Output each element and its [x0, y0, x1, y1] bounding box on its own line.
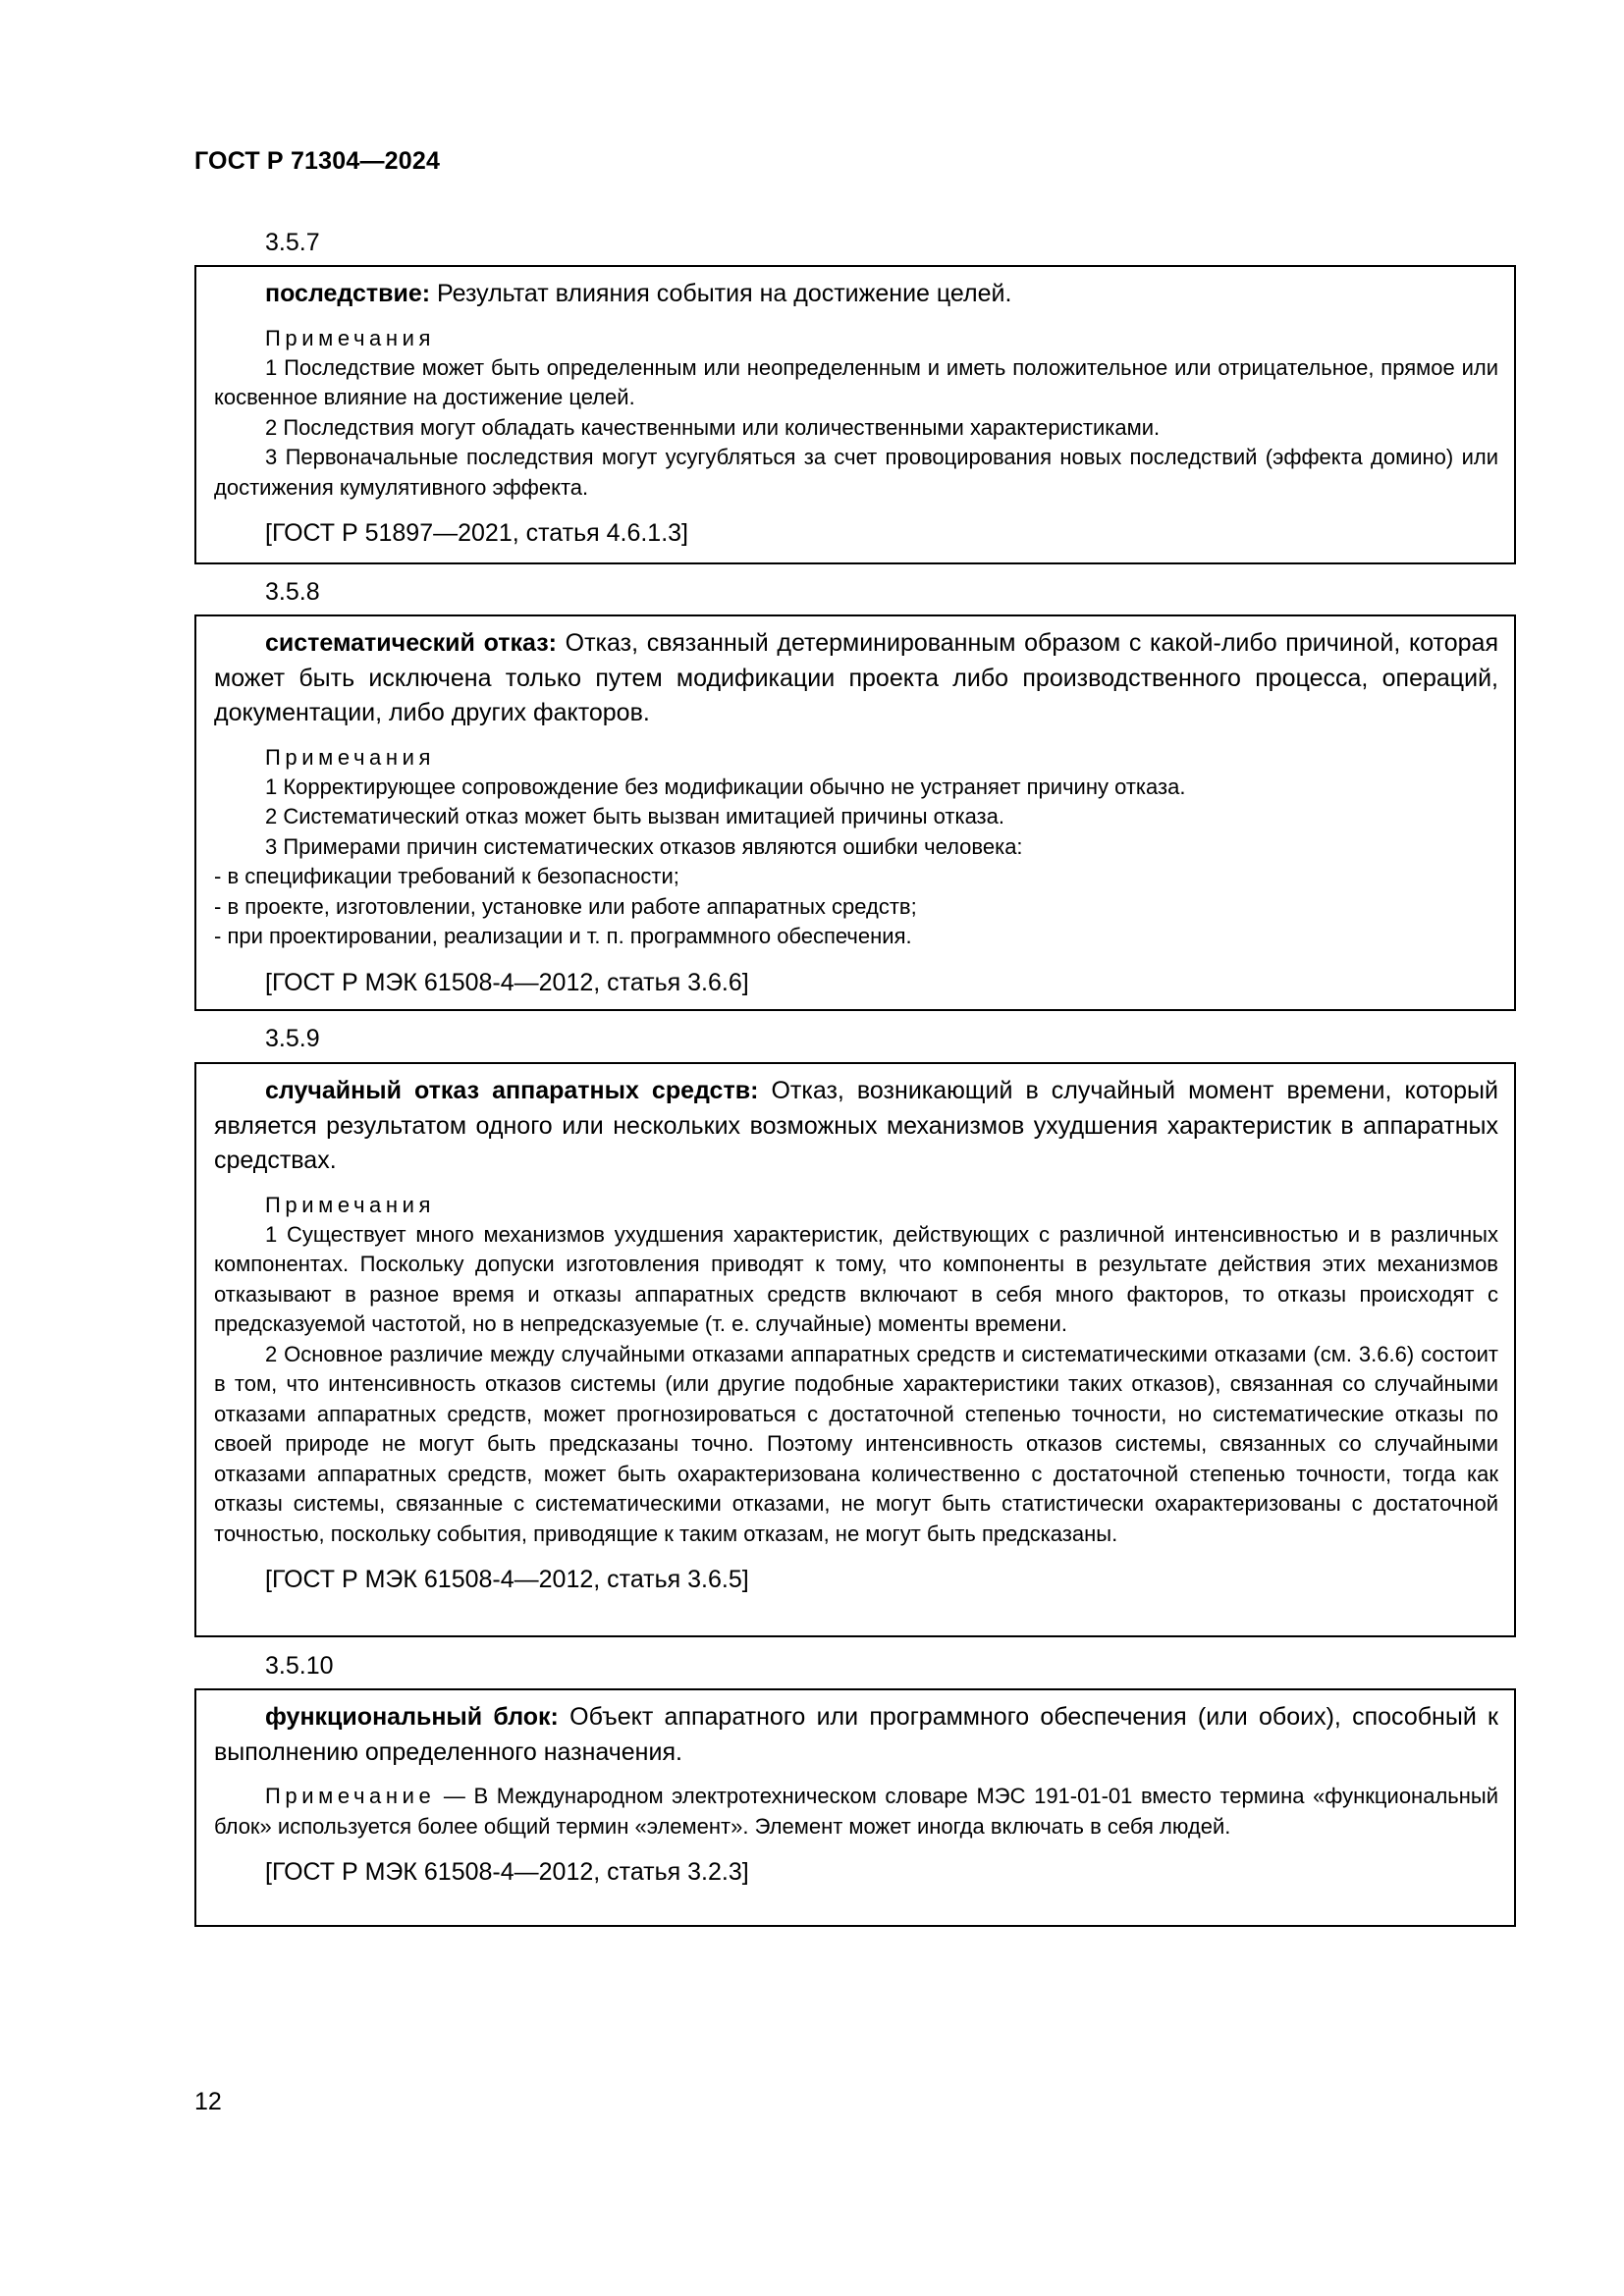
notes [214, 743, 1498, 952]
list-item: - в спецификации требований к безопасности; [214, 864, 679, 888]
note: 3 Первоначальные последствия могут усугубляться за счет провоцирования новых последствий (эффекта домино) или достижения кумулятивного эффекта. [214, 445, 1498, 500]
source-reference: [ГОСТ Р МЭК 61508-4—2012, статья 3.6.6] [265, 968, 749, 996]
notes-title: Примечания [265, 1192, 436, 1217]
note-text: — В Международном электротехническом словаре МЭС 191-01-01 вместо термина «функциональный блок» используется более общий термин «элемент». Элемент может иногда включать в себя людей. [214, 1784, 1498, 1839]
notes [214, 1782, 1498, 1842]
term-name: случайный отказ аппаратных средств: [265, 1077, 759, 1104]
term-box-3-5-7 [194, 265, 1516, 564]
note: 3 Примерами причин систематических отказов являются ошибки человека: [265, 833, 1023, 859]
note: 2 Систематический отказ может быть вызван имитацией причины отказа. [265, 804, 1004, 828]
term-number: 3.5.8 [265, 578, 320, 606]
note-label: Примечание [265, 1784, 436, 1808]
definition-text: Объект аппаратного или программного обеспечения (или обоих), способный к выполнению определенного назначения. [214, 1703, 1498, 1766]
term-name: последствие: [265, 280, 431, 307]
note [214, 1782, 1498, 1842]
notes [214, 1191, 1498, 1550]
list-item: - в проекте, изготовлении, установке или работе аппаратных средств; [214, 893, 917, 919]
note: 1 Существует много механизмов ухудшения характеристик, действующих с различной интенсивностью и в различных компонентах. Поскольку допуски изготовления приводят к тому, что компоненты в результате действия этих механизмов отказывают в разное время и отказы аппаратных средств включают в себя много факторов, то отказы происходят с предсказуемой частотой, но в непредсказуемые (т. е. случайные) моменты времени. [214, 1221, 1498, 1336]
definition-text: Отказ, возникающий в случайный момент времени, который является результатом одного или нескольких возможных механизмов ухудшения характеристик в аппаратных средствах. [214, 1077, 1498, 1174]
term-number: 3.5.10 [265, 1652, 334, 1680]
notes-title: Примечания [265, 325, 436, 350]
term-name: функциональный блок: [265, 1703, 559, 1731]
note: 2 Основное различие между случайными отказами аппаратных средств и систематическими отказами (см. 3.6.6) состоит в том, что интенсивность отказов системы (или другие подобные характеристики таких отказов), связанная со случайными отказами аппаратных средств, может прогнозироваться с достаточной степенью точности, но систематические отказы по своей природе не могут быть предсказаны точно. Поэтому интенсивность отказов системы, связанных со случайными отказами аппаратных средств, может быть охарактеризована количественно с достаточной степенью точности, тогда как отказы системы, связанные с систематическими отказами, не могут быть статистически охарактеризованы с достаточной точностью, поскольку события, приводящие к таким отказам, не могут быть предсказаны. [214, 1341, 1498, 1546]
term-definition [214, 1700, 1498, 1770]
note: 2 Последствия могут обладать качественными или количественными характеристиками. [265, 414, 1161, 440]
term-definition [214, 626, 1498, 731]
note: 1 Последствие может быть определенным или неопределенным и иметь положительное или отрицательное, прямое или косвенное влияние на достижение целей. [214, 354, 1498, 409]
term-box-3-5-8 [194, 614, 1516, 1011]
source-reference: [ГОСТ Р МЭК 61508-4—2012, статья 3.6.5] [265, 1566, 749, 1593]
term-name: систематический отказ: [265, 629, 557, 657]
page-number: 12 [194, 2088, 222, 2115]
source-reference: [ГОСТ Р 51897—2021, статья 4.6.1.3] [265, 519, 688, 547]
note: 1 Корректирующее сопровождение без модификации обычно не устраняет причину отказа. [265, 774, 1186, 799]
term-box-3-5-9 [194, 1062, 1516, 1637]
notes [214, 324, 1498, 504]
list-item: - при проектировании, реализации и т. п. программного обеспечения. [214, 924, 912, 948]
term-definition [214, 1074, 1498, 1179]
term-definition [214, 277, 1498, 312]
term-box-3-5-10 [194, 1688, 1516, 1927]
document-header: ГОСТ Р 71304—2024 [194, 147, 441, 175]
source-reference: [ГОСТ Р МЭК 61508-4—2012, статья 3.2.3] [265, 1858, 749, 1886]
term-number: 3.5.7 [265, 229, 320, 256]
definition-text: Отказ, связанный детерминированным образом с какой-либо причиной, которая может быть исключена только путем модификации проекта либо производственного процесса, операций, документации, либо других факторов. [214, 629, 1498, 726]
term-number: 3.5.9 [265, 1025, 320, 1052]
notes-title: Примечания [265, 744, 436, 770]
definition-text: Результат влияния события на достижение целей. [430, 280, 1012, 307]
